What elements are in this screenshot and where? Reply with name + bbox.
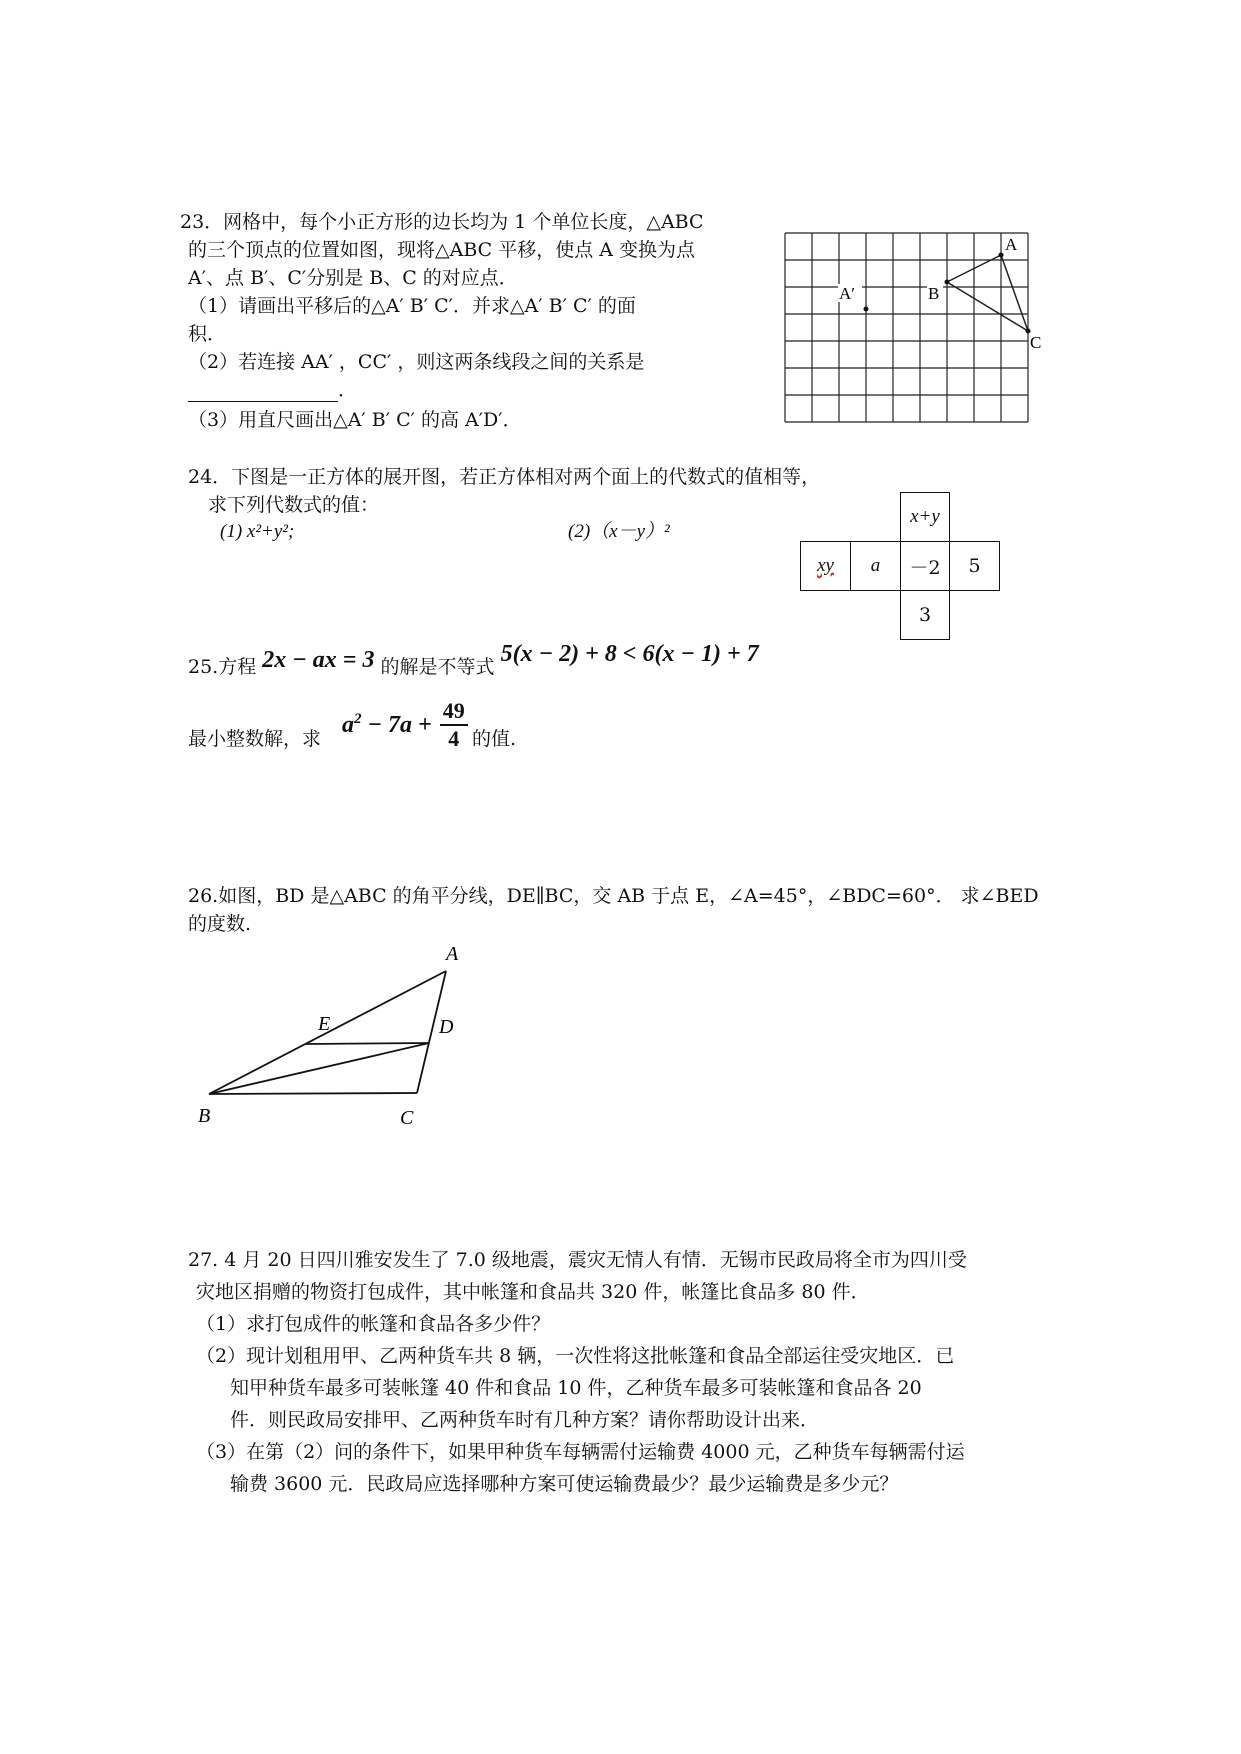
q24-part-1: (1) x²+y²;	[220, 521, 295, 542]
net-cell-5: 5	[949, 541, 1000, 591]
q27-line-2: 灾地区捐赠的物资打包成件，其中帐篷和食品共 320 件，帐篷比食品多 80 件．	[196, 1281, 870, 1303]
label-C: C	[400, 1107, 414, 1129]
q23-line-5: 积．	[188, 323, 227, 345]
q23-line-6: （2）若连接 AA′ ，CC′ ，则这两条线段之间的关系是	[188, 351, 645, 373]
net-cell-neg2: －2	[900, 541, 950, 591]
q25-expr-rest: − 7a +	[361, 712, 438, 738]
label-B: B	[198, 1105, 211, 1127]
q27-line-5: 知甲种货车最多可装帐篷 40 件和食品 10 件，乙种货车最多可装帐篷和食品各 20	[230, 1377, 922, 1399]
q23-line-1: 23．网格中，每个小正方形的边长均为 1 个单位长度，△ABC	[180, 211, 704, 233]
point-Aprime	[864, 307, 869, 312]
q25-expr-a: a	[342, 712, 354, 738]
q25-frac-den: 4	[448, 726, 460, 751]
q24-line-1: 24．下图是一正方体的展开图，若正方体相对两个面上的代数式的值相等，	[188, 466, 821, 488]
q24-line-2: 求下列代数式的值：	[208, 494, 380, 516]
segment-BC	[209, 1093, 417, 1094]
q25-suffix: 的值.	[472, 728, 517, 750]
q26-triangle-figure	[180, 940, 500, 1140]
label-A: A	[1005, 235, 1018, 254]
net-cell-a: a	[850, 541, 901, 591]
q26-line-2: 的度数.	[188, 913, 252, 935]
q23-line-4: （1）请画出平移后的△A′ B′ C′．并求△A′ B′ C′ 的面	[188, 295, 636, 317]
label-A: A	[446, 943, 459, 965]
net-cell-top: x+y	[900, 492, 950, 542]
q25-prefix: 25.方程	[188, 656, 257, 678]
q27-line-8: 输费 3600 元．民政局应选择哪种方案可使运输费最少？最少运输费是多少元？	[230, 1473, 899, 1495]
answer-blank	[188, 383, 338, 402]
q27-line-3: （1）求打包成件的帐篷和食品各多少件？	[196, 1313, 551, 1335]
label-C: C	[1030, 333, 1042, 352]
grid-lines	[785, 233, 1028, 422]
q27-line-7: （3）在第（2）问的条件下，如果甲种货车每辆需付运输费 4000 元，乙种货车每辆需付运	[196, 1441, 965, 1463]
label-D: D	[439, 1016, 454, 1038]
q24-part-2: (2)（x－y）²	[568, 521, 670, 542]
label-Aprime: A′	[839, 284, 855, 303]
q26-line-1: 26.如图，BD 是△ABC 的角平分线，DE∥BC，交 AB 于点 E，∠A=45°，∠BDC=60°． 求∠BED	[188, 885, 1039, 907]
q25-line-2-prefix: 最小整数解，求	[188, 728, 322, 750]
q27-line-1: 27. 4 月 20 日四川雅安发生了 7.0 级地震，震灾无情人有情．无锡市民政局将全市为四川受	[188, 1249, 967, 1271]
q25-expression	[342, 700, 468, 750]
q27-line-4: （2）现计划租用甲、乙两种货车共 8 辆，一次性将这批帐篷和食品全部运往受灾地区．已	[196, 1345, 955, 1367]
label-B: B	[928, 284, 940, 303]
q23-line-2: 的三个顶点的位置如图，现将△ABC 平移，使点 A 变换为点	[188, 239, 696, 261]
q25-fraction	[440, 700, 468, 750]
q25-line-1	[188, 641, 759, 679]
point-A	[999, 253, 1004, 258]
q27-line-6: 件．则民政局安排甲、乙两种货车时有几种方案？请你帮助设计出来．	[230, 1409, 820, 1431]
q25-equation: 2x − ax = 3	[262, 647, 375, 673]
q23-line-8: （3）用直尺画出△A′ B′ C′ 的高 A′D′．	[188, 409, 522, 431]
segment-AC	[1001, 255, 1028, 331]
q25-frac-num: 49	[442, 698, 465, 723]
q25-inequality: 5(x − 2) + 8 < 6(x − 1) + 7	[500, 641, 759, 667]
segment-BD	[209, 1043, 429, 1094]
q25-expr-exp: 2	[354, 710, 362, 727]
q25-mid: 的解是不等式	[380, 656, 495, 678]
q23-line-3: A′、点 B′、C′分别是 B、C 的对应点．	[188, 267, 518, 289]
segment-ED	[306, 1043, 429, 1044]
point-B	[945, 280, 950, 285]
net-cell-xy: xy	[800, 541, 851, 591]
q23-grid-figure	[782, 230, 1062, 436]
segment-BC	[947, 282, 1028, 331]
label-E: E	[318, 1013, 331, 1035]
net-cell-bottom: 3	[900, 590, 950, 640]
q23-line-7	[188, 378, 357, 402]
q23-line-7-text: ．	[338, 379, 358, 401]
